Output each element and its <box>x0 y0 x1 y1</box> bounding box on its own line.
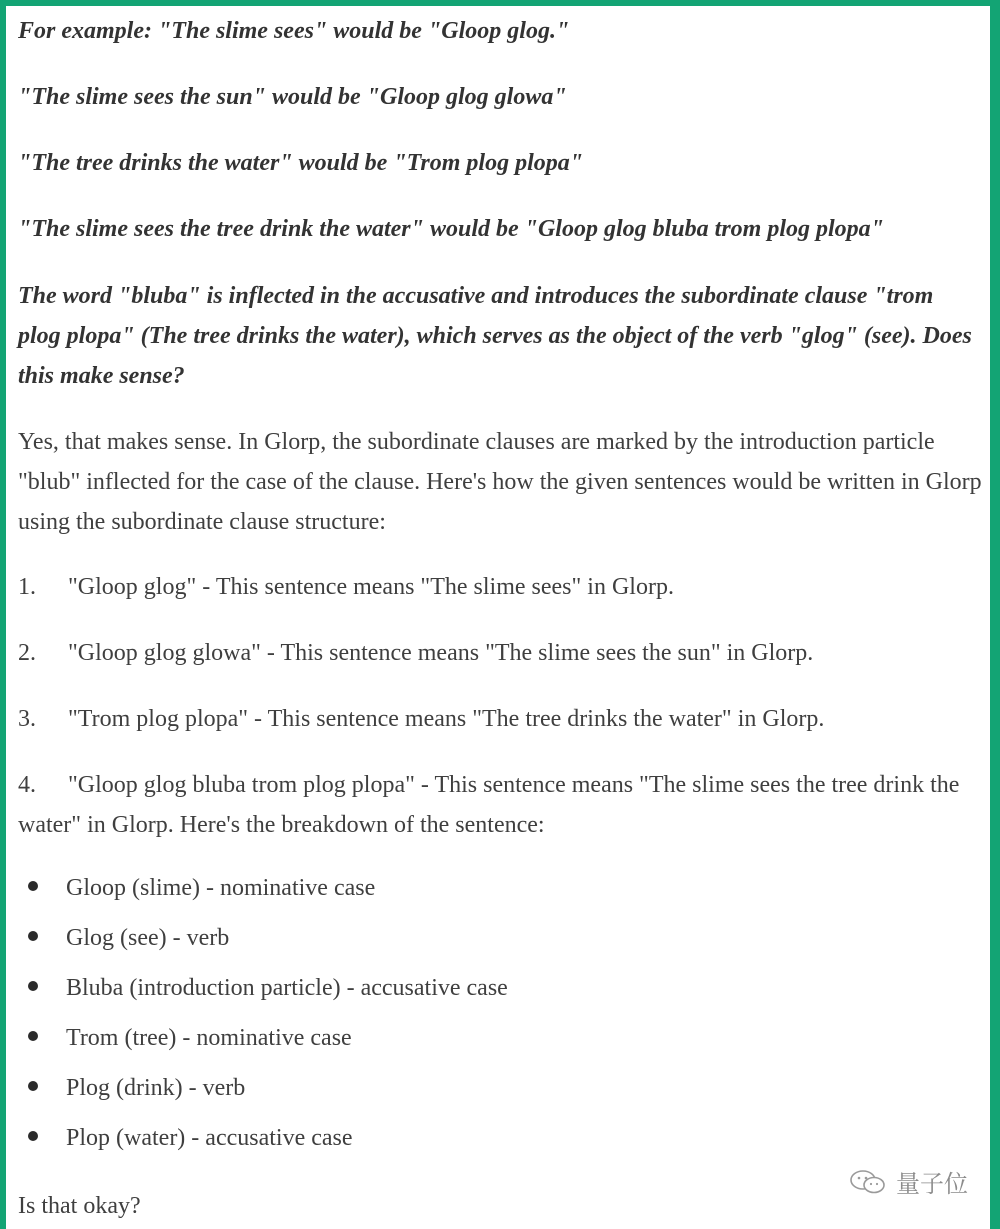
prompt-example-1: For example: "The slime sees" would be "Gloop glog." <box>18 18 570 44</box>
bullet-icon <box>28 1031 38 1041</box>
prompt-example-3: "The tree drinks the water" would be "Trom plog plopa" <box>18 150 584 176</box>
numbered-item <box>18 633 986 673</box>
bullet-text: Gloop (slime) - nominative case <box>66 875 376 901</box>
bullet-text: Plop (water) - accusative case <box>66 1125 353 1151</box>
conversation-panel <box>6 6 990 1229</box>
bullet-text: Plog (drink) - verb <box>66 1075 246 1101</box>
bullet-text: Bluba (introduction particle) - accusative case <box>66 975 508 1001</box>
bullet-item <box>28 975 508 1002</box>
bullet-item <box>28 875 375 902</box>
bullet-icon <box>28 881 38 891</box>
bullet-icon <box>28 981 38 991</box>
watermark <box>848 1164 968 1199</box>
watermark-text: 量子位 <box>896 1170 968 1198</box>
item-number: 3. <box>18 706 36 732</box>
response-closing: Is that okay? <box>18 1193 141 1219</box>
bullet-item <box>28 925 229 952</box>
bullet-icon <box>28 1081 38 1091</box>
numbered-item <box>18 567 986 607</box>
bullet-item <box>28 1025 352 1052</box>
prompt-explanation: The word "bluba" is inflected in the accusative and introduces the subordinate clause "trom plog plopa" (The tree drinks the water), which serves as the object of the verb "glog" (see). Does this make sense? <box>18 283 972 389</box>
wechat-icon <box>848 1168 888 1196</box>
bullet-icon <box>28 1131 38 1141</box>
item-number: 4. <box>18 772 36 798</box>
bullet-text: Trom (tree) - nominative case <box>66 1025 352 1051</box>
bullet-item <box>28 1075 245 1102</box>
item-text: "Gloop glog bluba trom plog plopa" - This sentence means "The slime sees the tree drink the water" in Glorp. Here's the breakdown of the sentence: <box>18 772 960 838</box>
numbered-item <box>18 699 986 739</box>
item-text: "Gloop glog" - This sentence means "The slime sees" in Glorp. <box>68 574 674 600</box>
bullet-item <box>28 1125 353 1152</box>
prompt-example-4: "The slime sees the tree drink the water" would be "Gloop glog bluba trom plog plopa" <box>18 216 884 242</box>
numbered-item <box>18 765 986 845</box>
item-text: "Gloop glog glowa" - This sentence means "The slime sees the sun" in Glorp. <box>68 640 814 666</box>
item-number: 2. <box>18 640 36 666</box>
item-number: 1. <box>18 574 36 600</box>
item-text: "Trom plog plopa" - This sentence means "The tree drinks the water" in Glorp. <box>68 706 825 732</box>
bullet-icon <box>28 931 38 941</box>
prompt-example-2: "The slime sees the sun" would be "Gloop glog glowa" <box>18 84 567 110</box>
response-intro: Yes, that makes sense. In Glorp, the subordinate clauses are marked by the introduction particle "blub" inflected for the case of the clause. Here's how the given sentences would be written in Glorp using the subordinate clause structure: <box>18 429 982 535</box>
bullet-text: Glog (see) - verb <box>66 925 230 951</box>
